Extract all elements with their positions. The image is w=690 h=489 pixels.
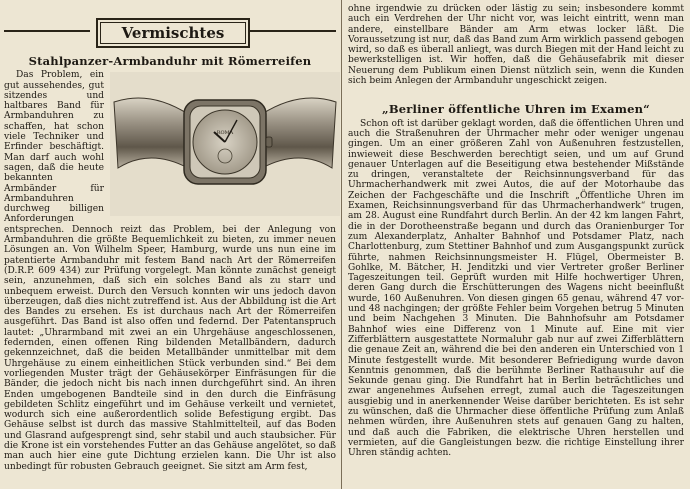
watch-crown xyxy=(266,137,272,147)
continued-paragraph: ohne irgendwie zu drücken oder lästig zu sein; insbesondere kommt auch ein Verdrehen der Uhr nicht vor, was leicht eintritt, wenn man andere, einstellbare Bänder am Arm etwas locker läßt. Die Voraussetzung ist nur, daß das Band zum Arm wirklich passend gebogen wird, so daß es überall anliegt, was durch Biegen mit der Hand leicht zu bewerkstelligen ist. Wir hoffen, daß die Gehäusefabrik mit dieser Neuerung dem Publikum einen Dienst nützlich sein, wenn die Kunden sich beim Anlegen der Armbanduhr ungeschickt zeigen. xyxy=(348,4,684,87)
right-band xyxy=(262,98,336,168)
right-article-paragraph: Schon oft ist darüber geklagt worden, daß die öffentlichen Uhren und auch die Straßenuhren der Uhrmacher mehr oder weniger ungenau gingen. Um an einer größeren Zahl von Außenuhren festzustellen, inwieweit diese Beschwerden berechtigt seien, und um auf Grund genauer Unterlagen auf die Beseitigung etwa bestehender Mißstände zu dringen, veranstaltete der Reichsinnungsverband für das Uhrmacherhandwerk mit zwei Autos, die auf der Motorhaube das Zeichen der Fachgeschäfte und die Inschrift „Öffentliche Uhren im Examen, Reichsinnungsverband für das Uhrmacherhandwerk“ trugen, am 28. August eine Rundfahrt durch Berlin. An der 42 km langen Fahrt, die in der Dorotheenstraße begann und durch das Oranienburger Tor zum Alexanderplatz, Anhalter Bahnhof und Potsdamer Platz, nach Charlottenburg, zum Stettiner Bahnhof und zum Ausgangspunkt zurück führte, nahmen Reichsinnungsmeister H. Flügel, Obermeister B. Gohlke, M. Bätcher, H. Jenditzki und vier Vertreter großer Berliner Tageszeitungen teil. Geprüft wurden mit Hilfe hochwertiger Uhren, deren Gang durch die Erschütterungen des Wagens nicht beeinflußt wurde, 160 Außenuhren. Von diesen gingen 65 genau, während 47 vor- und 48 nachgingen; der größte Fehler beim Vorgehen betrug 5 Minuten und beim Nachgehen 3 Minuten. Die Bahnhofsuhr am Potsdamer Bahnhof wies eine Differenz von 1 Minute auf. Eine mit vier Zifferblättern ausgestattete Normaluhr gab nur auf zwei Zifferblättern die genaue Zeit an, während die bei den anderen ein Unterschied von 1 Minute festgestellt wurde. Mit besonderer Befriedigung wurde davon Kenntnis genommen, daß die berühmte Berliner Rathausuhr auf die Sekunde genau ging. Die Rundfahrt hat in Berlin beträchtliches und zwar angenehmes Aufsehen erregt, zumal auch die Tageszeitungen ausgiebig und in anerkennender Weise darüber berichteten. Es ist sehr zu wünschen, daß die Uhrmacher diese öffentliche Prüfung zum Anlaß nehmen würden, ihre Außenuhren stets auf genauen Gang zu halten, und daß auch die Fabriken, die elektrische Uhren herstellen und vermieten, auf die Gangleistungen bezw. die richtige Einstellung ihrer Uhren ständig achten. xyxy=(348,118,684,459)
right-column xyxy=(348,4,684,458)
left-article-title: Stahlpanzer-Armbanduhr mit Römerreifen xyxy=(28,54,312,68)
watch-brand-label: ROMA xyxy=(216,130,234,137)
left-band xyxy=(114,98,188,168)
left-article-body xyxy=(4,70,336,472)
wristwatch-illustration xyxy=(110,72,340,216)
right-article-title: „Berliner öffentliche Uhren im Examen“ xyxy=(382,102,650,117)
left-article-paragraph: Das Problem, ein gut aussehendes, gut sitzendes und haltbares Band für Armbanduhren zu schaffen, hat schon viele Techniker und Erfinder beschäftigt. Man darf auch wohl sagen, daß die heute bekannten Armbänder für Armbanduhren durchweg billigen Anforderungen entsprechen. Dennoch reizt das Problem, bei der Anlegung von Armbanduhren die größte Bequemlichkeit zu bieten, zu immer neuen Lösungen an. Von Wilhelm Speer, Hamburg, wurde uns nun eine im patentierte Armbanduhr mit festem Band nach Art der Römerreifen (D.R.P. 609 434) zur Prüfung vorgelegt. Man könnte zunächst geneigt sein, anzunehmen, daß sich ein solches Band als zu starr und unbequem erweist. Durch den Versuch konnten wir uns jedoch davon überzeugen, daß dies nicht zutreffend ist. Aus der Abbildung ist die Art des Bandes zu ersehen. Es ist durchaus nach Art der Römerreifen ausgeführt. Das Band ist also offen und federnd. Der Patentanspruch lautet: „Uhrarmband mit zwei an ein Uhrgehäuse angeschlossenen, federnden, einen offenen Ring bildenden Metallbändern, dadurch gekennzeichnet, daß die beiden Metallbänder unmittelbar mit dem Uhrgehäuse zu einem einheitlichen Stück verbunden sind.“ Bei dem vorliegenden Muster trägt der Gehäusekörper Einfräsungen für die Bänder, die jedoch nicht bis nach innen durchgeführt sind. An ihren Enden umgebogenen Bandteile sind in den durch die Einfräsung gebildeten Schlitz eingeführt und im Gehäuse verkeilt und vernietet, wodurch sich eine außerordentlich solide Befestigung ergibt. Das Gehäuse selbst ist durch das massive Stahlmittelteil, auf das Boden und Glasrand aufgesprengt sind, sehr stabil und auch staubsicher. Für die Krone ist ein vorstehendes Futter an das Gehäuse angelötet, so daß man auch hier eine gute Dichtung erzielen kann. Die Uhr ist also unbedingt für robusten Gebrauch geeignet. Sie sitzt am Arm fest, xyxy=(4,70,336,472)
column-divider xyxy=(341,0,342,489)
section-header: Vermischtes xyxy=(96,18,250,48)
left-column xyxy=(4,4,336,472)
article-spacer xyxy=(348,86,684,100)
